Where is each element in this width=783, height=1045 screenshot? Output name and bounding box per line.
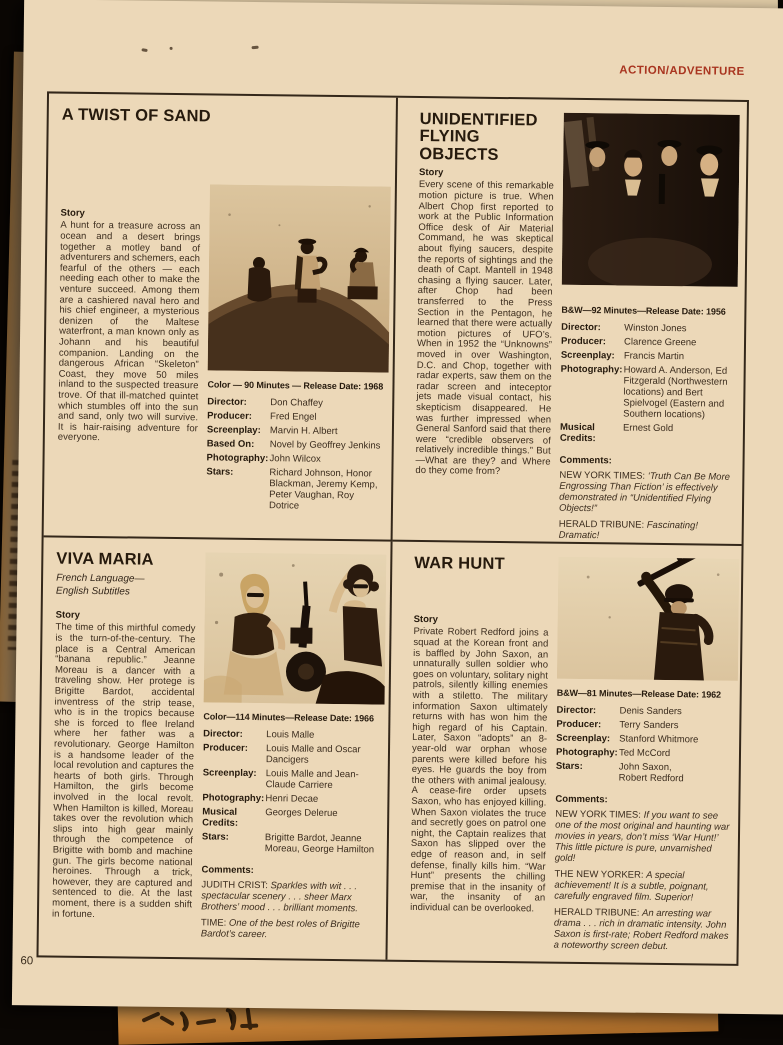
credit-value: Novel by Geoffrey Jenkins xyxy=(269,439,381,452)
movie-still-photo xyxy=(557,557,733,681)
credit-label: Photography: xyxy=(202,792,265,805)
story-column xyxy=(57,105,211,446)
credit-value: John Wilcox xyxy=(269,453,321,465)
review-comment xyxy=(559,519,734,543)
story-column xyxy=(52,551,196,922)
story-text: Every scene of this remarkable motion picture is true. When Albert Chop first reported to work at the Public Information Office desk of Air Material Command, he was skeptical about flying saucers, despite the reports of sightings and the death of Capt. Mantell in 1948 chasing a flying saucer. Later, after Chop had been transferred to the Press Section in the Pentagon, he learned that there were actually motion pictures of UFO’s. When in 1952 the “Unknowns” moved in over Washington, D.C. and Chop, together with radar experts, saw them on the radar screen and inteceptor jets made visual contact, his skepticism disappeared. He was further impressed when General Sanford said that there were “credible observers of relatively incredible things.” But —What are they? and Where do they come from? xyxy=(415,179,554,478)
credit-row xyxy=(202,792,379,805)
credit-value: Don Chaffey xyxy=(270,397,323,409)
credit-value: Francis Martin xyxy=(623,350,685,363)
credit-row xyxy=(561,322,736,335)
credit-row xyxy=(202,806,379,830)
credit-row xyxy=(207,410,384,423)
credit-row xyxy=(556,761,731,785)
credit-row xyxy=(207,452,384,465)
credit-row xyxy=(207,438,384,451)
credit-label: Producer: xyxy=(560,335,606,348)
magazine-page xyxy=(12,0,783,1015)
movie-title: UNIDENTIFIED FLYING OBJECTS xyxy=(419,109,538,164)
soldier-raising-rifle-photo xyxy=(557,557,739,681)
movie-grid xyxy=(36,91,749,966)
credit-label: Screenplay: xyxy=(206,424,261,437)
review-source: TIME: xyxy=(200,917,227,929)
story-label: Story xyxy=(413,614,438,626)
review-text: If you want to see one of the most original and haunting war movies in years, don’t miss ‘War Hunt!’ This little picture is pure, unvarnished gold! xyxy=(554,809,730,864)
scan-speck xyxy=(251,46,258,50)
credit-value: Georges Delerue xyxy=(265,807,338,820)
credit-label: Musical Credits: xyxy=(202,806,239,829)
credit-row xyxy=(203,742,380,766)
credit-value: Fred Engel xyxy=(270,411,317,423)
review-comment xyxy=(201,917,378,941)
credit-label: Producer: xyxy=(207,410,253,422)
page-number: 60 xyxy=(20,955,34,968)
credit-row xyxy=(206,466,384,512)
credits-list xyxy=(556,705,732,785)
credit-label: Photography: xyxy=(555,746,618,759)
credit-value: Denis Sanders xyxy=(619,705,682,718)
comments-list xyxy=(554,809,731,953)
review-text: One of the best roles of Brigitte Bardot’s career. xyxy=(200,917,360,941)
credit-row xyxy=(560,364,736,421)
credit-value: Marvin H. Albert xyxy=(269,425,338,437)
credit-label: Stars: xyxy=(201,831,229,843)
credit-row xyxy=(202,831,379,855)
media-column xyxy=(550,113,739,546)
category-header: ACTION/ADVENTURE xyxy=(619,64,745,78)
credit-row xyxy=(556,747,731,760)
media-column xyxy=(192,552,383,946)
media-column xyxy=(197,108,388,515)
credit-label: Director: xyxy=(207,396,247,408)
review-source: NEW YORK TIMES: xyxy=(555,808,642,821)
credit-label: Director: xyxy=(203,728,243,740)
credit-label: Screenplay: xyxy=(556,732,611,745)
credit-label: Photography: xyxy=(560,363,623,376)
credit-label: Screenplay: xyxy=(202,767,257,780)
credit-row xyxy=(203,767,380,791)
story-text: The time of this mirthful comedy is the turn-of-the-century. The place is a Central American “banana republic.” Jeanne Moreau is a dancer with a traveling show. Her protege is Brigitte Bardot, accidental inventress of the strip tease, who is in the tropics because she is forced to flee Ireland where her father was a revolutionary. George Hamilton is a handsome leader of the local revolution and captures the hearts of both girls. Through Hamilton, the girls become involved in the local revolt. When Hamilton is killed, Moreau takes over the revolution which slips into high gear mainly through the competence of Brigitte with bomb and machine gun. The girls become national heroines. Through a trick, however, they are captured and sentenced to die. At the last moment, there is a sudden shift in fortune. xyxy=(51,622,196,920)
review-text: An arresting war drama . . . rich in dramatic intensity. John Saxon is first-rate; Robert Redford makes a noteworthy screen debut. xyxy=(553,907,729,953)
group-in-dark-room-photo xyxy=(562,113,740,287)
movie-entry-viva-maria xyxy=(38,537,392,959)
credit-value: Henri Decae xyxy=(265,793,319,805)
movie-entry-unidentified-flying-objects xyxy=(393,98,747,546)
format-line: B&W—81 Minutes—Release Date: 1962 xyxy=(556,687,722,700)
comments-label: Comments: xyxy=(555,793,608,806)
story-text: A hunt for a treasure across an ocean and a desert brings together a motley band of adventurers and schemers, each fearful of the others — each needing each other to make the venture succeed. Among them are a cashiered naval hero and his chief engineer, a mysterious denizen of the Maltese waterfront, a man known only as Johann and his beautiful companion. Landing on the dangerous African “Skeleton” Coast, they move 50 miles inland to the suspected treasure trove. Of that ill-matched quintet which stumbles off into the sun and sand, only two will survive. It is hair-raising adventure for everyone. xyxy=(57,220,201,444)
movie-still-photo xyxy=(208,184,387,372)
movie-subtitle: French Language— English Subtitles xyxy=(55,573,145,598)
review-source: THE NEW YORKER: xyxy=(554,868,644,881)
review-source: HERALD TRIBUNE: xyxy=(553,906,640,919)
credit-value: Howard A. Anderson, Ed Fitzgerald (Northwestern locations) and Bert Spielvogel (Eastern and Southern locations) xyxy=(623,364,728,421)
credit-label: Director: xyxy=(556,704,597,717)
credit-value: Louis Malle xyxy=(266,729,315,741)
credit-label: Based On: xyxy=(206,438,255,450)
credit-label: Photography: xyxy=(206,452,269,465)
credit-label: Producer: xyxy=(202,742,248,754)
credit-label: Musical Credits: xyxy=(559,421,596,445)
credit-value: Richard Johnson, Honor Blackman, Jeremy Kemp, Peter Vaughan, Roy Dotrice xyxy=(268,467,378,512)
review-comment xyxy=(554,869,729,904)
movie-entry-war-hunt xyxy=(387,542,741,964)
credit-value: Louis Malle and Jean-Claude Carriere xyxy=(265,768,359,791)
credits-list xyxy=(202,728,381,855)
credit-value: Brigitte Bardot, Jeanne Moreau, George Hamilton xyxy=(264,832,375,856)
credit-value: John Saxon, Robert Redford xyxy=(618,761,684,785)
story-label: Story xyxy=(55,610,81,622)
credit-label: Screenplay: xyxy=(560,349,615,362)
movie-still-photo xyxy=(562,113,739,287)
credits-list xyxy=(560,322,736,446)
credits-list xyxy=(206,396,384,512)
credit-row xyxy=(207,396,384,409)
review-source: NEW YORK TIMES: xyxy=(559,469,646,482)
movie-title: VIVA MARIA xyxy=(56,549,154,569)
credit-value: Ernest Gold xyxy=(622,422,674,435)
credit-row xyxy=(556,719,731,732)
story-label: Story xyxy=(419,167,444,179)
credit-value: Winston Jones xyxy=(624,322,687,335)
credit-value: Stanford Whitmore xyxy=(619,733,699,746)
review-comment xyxy=(555,809,731,866)
credit-value: Terry Sanders xyxy=(619,719,679,732)
comments-label: Comments: xyxy=(559,454,612,467)
movie-title: A TWIST OF SAND xyxy=(61,105,211,126)
credit-row xyxy=(560,422,735,446)
media-column xyxy=(545,557,734,958)
credit-value: Clarence Greene xyxy=(623,336,697,349)
story-column xyxy=(410,555,549,915)
comments-label: Comments: xyxy=(201,864,254,877)
credit-label: Director: xyxy=(561,321,601,334)
story-column xyxy=(415,111,554,479)
review-source: JUDITH CRIST: xyxy=(201,879,268,892)
movie-still-photo xyxy=(204,552,383,704)
two-women-with-machine-gun-photo xyxy=(204,552,387,704)
comments-list xyxy=(559,470,735,543)
scan-speck xyxy=(170,47,173,50)
credit-value: Louis Malle and Oscar Dancigers xyxy=(265,743,361,766)
credit-row xyxy=(203,728,380,741)
credit-label: Producer: xyxy=(556,718,602,731)
movie-entry-a-twist-of-sand xyxy=(44,93,398,541)
format-line: Color — 90 Minutes — Release Date: 1968 xyxy=(207,379,384,392)
credit-row xyxy=(561,336,736,349)
review-text: A special achievement! It is a subtle, poignant, carefully engraved film. Superior! xyxy=(554,869,709,904)
review-comment xyxy=(554,907,730,953)
movie-title: WAR HUNT xyxy=(414,553,505,574)
credit-row xyxy=(561,350,736,363)
story-text: Private Robert Redford joins a squad at the Korean front and is baffled by John Saxon, an unnaturally sullen soldier who goes on voluntary, solitary night patrols, silently killing enemies with a stiletto. The military information Saxon ultimately returns with has won him the high regard of his Captain. Later, Saxon “adopts” an 8-year-old war orphan whose parents were killed before his eyes. He guards the boy from the others with animal jealousy. A cease-fire order upsets Saxon, who has enjoyed killing. When Saxon violates the truce and secretly goes on patrol one night, the Captain realizes that Saxon has slipped over the edge of reason and, in self defense, finally kills him. “War Hunt” presents the chilling premise that in the insanity of war, the insanity of an individual can be overlooked. xyxy=(410,626,549,915)
credit-row xyxy=(556,733,731,746)
credit-label: Stars: xyxy=(206,466,234,478)
credit-row xyxy=(207,424,384,437)
credit-value: Ted McCord xyxy=(618,747,671,760)
review-source: HERALD TRIBUNE: xyxy=(558,518,645,531)
format-line: B&W—92 Minutes—Release Date: 1956 xyxy=(561,304,726,317)
three-men-on-dune-photo xyxy=(208,184,391,372)
format-line: Color—114 Minutes—Release Date: 1966 xyxy=(203,711,374,724)
review-text: ‘Truth Can Be More Engrossing Than Fiction’ is effectively demonstrated in “Unidentified Flying Objects!” xyxy=(558,470,731,515)
review-comment xyxy=(559,470,735,516)
scan-speck xyxy=(141,48,147,52)
credit-label: Stars: xyxy=(555,760,583,773)
credit-row xyxy=(556,705,731,718)
review-text: Sparkles with wit . . . spectacular scenery . . . sheer Marx Brothers’ mood . . . brilliant moments. xyxy=(201,880,358,915)
review-text: Fascinating! Dramatic! xyxy=(558,519,699,542)
story-label: Story xyxy=(60,208,85,220)
comments-list xyxy=(201,879,379,941)
review-comment xyxy=(201,879,378,914)
